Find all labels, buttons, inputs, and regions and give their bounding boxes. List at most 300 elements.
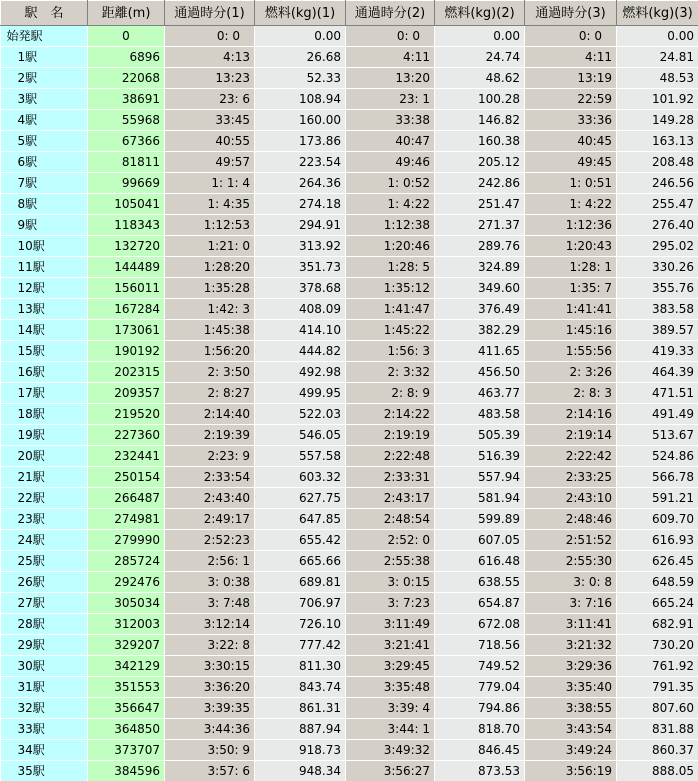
table-row[interactable]	[1, 719, 698, 740]
table-row[interactable]	[1, 425, 698, 446]
station-name-cell[interactable]	[1, 362, 88, 383]
fuel-2-cell[interactable]: 557.94	[435, 467, 525, 488]
fuel-3-cell[interactable]: 471.51	[617, 383, 698, 404]
time-2-cell[interactable]: 1: 4:22	[346, 194, 435, 215]
time-2-cell[interactable]: 1:20:46	[346, 236, 435, 257]
time-1-cell[interactable]: 2:49:17	[165, 509, 255, 530]
fuel-3-cell[interactable]: 513.67	[617, 425, 698, 446]
distance-cell[interactable]: 227360	[88, 425, 165, 446]
fuel-1-cell[interactable]: 414.10	[255, 320, 346, 341]
fuel-2-cell[interactable]: 846.45	[435, 740, 525, 761]
fuel-2-cell[interactable]: 456.50	[435, 362, 525, 383]
column-header-fuel-1[interactable]: 燃料(kg)(1)	[255, 1, 346, 26]
distance-cell[interactable]: 105041	[88, 194, 165, 215]
time-2-cell[interactable]: 3:11:49	[346, 614, 435, 635]
time-1-cell[interactable]: 2:52:23	[165, 530, 255, 551]
distance-cell[interactable]: 232441	[88, 446, 165, 467]
time-1-cell[interactable]: 1:35:28	[165, 278, 255, 299]
fuel-1-cell[interactable]: 665.66	[255, 551, 346, 572]
table-row[interactable]	[1, 446, 698, 467]
fuel-3-cell[interactable]: 276.40	[617, 215, 698, 236]
time-3-cell[interactable]: 2:14:16	[525, 404, 617, 425]
station-name-cell[interactable]	[1, 278, 88, 299]
table-row[interactable]	[1, 131, 698, 152]
fuel-2-cell[interactable]: 324.89	[435, 257, 525, 278]
fuel-1-cell[interactable]: 557.58	[255, 446, 346, 467]
fuel-3-cell[interactable]: 807.60	[617, 698, 698, 719]
time-2-cell[interactable]: 2:52: 0	[346, 530, 435, 551]
station-name-cell[interactable]	[1, 383, 88, 404]
fuel-3-cell[interactable]: 860.37	[617, 740, 698, 761]
time-2-cell[interactable]: 2:19:19	[346, 425, 435, 446]
fuel-3-cell[interactable]: 591.21	[617, 488, 698, 509]
fuel-2-cell[interactable]: 160.38	[435, 131, 525, 152]
time-3-cell[interactable]: 1:35: 7	[525, 278, 617, 299]
fuel-1-cell[interactable]: 843.74	[255, 677, 346, 698]
table-row[interactable]	[1, 740, 698, 761]
fuel-2-cell[interactable]: 516.39	[435, 446, 525, 467]
fuel-3-cell[interactable]: 419.33	[617, 341, 698, 362]
time-3-cell[interactable]: 2:22:42	[525, 446, 617, 467]
table-row[interactable]	[1, 593, 698, 614]
fuel-1-cell[interactable]: 351.73	[255, 257, 346, 278]
fuel-3-cell[interactable]: 383.58	[617, 299, 698, 320]
time-3-cell[interactable]: 3:35:40	[525, 677, 617, 698]
time-2-cell[interactable]: 3:56:27	[346, 761, 435, 781]
fuel-2-cell[interactable]: 289.76	[435, 236, 525, 257]
distance-cell[interactable]: 356647	[88, 698, 165, 719]
table-row[interactable]	[1, 110, 698, 131]
station-name-cell[interactable]	[1, 635, 88, 656]
fuel-1-cell[interactable]: 108.94	[255, 89, 346, 110]
fuel-1-cell[interactable]: 647.85	[255, 509, 346, 530]
fuel-1-cell[interactable]: 522.03	[255, 404, 346, 425]
table-row[interactable]	[1, 341, 698, 362]
time-2-cell[interactable]: 40:47	[346, 131, 435, 152]
time-2-cell[interactable]: 3:39: 4	[346, 698, 435, 719]
time-2-cell[interactable]: 2:14:22	[346, 404, 435, 425]
fuel-3-cell[interactable]: 255.47	[617, 194, 698, 215]
fuel-1-cell[interactable]: 546.05	[255, 425, 346, 446]
time-1-cell[interactable]: 2:43:40	[165, 488, 255, 509]
fuel-2-cell[interactable]: 607.05	[435, 530, 525, 551]
fuel-1-cell[interactable]: 492.98	[255, 362, 346, 383]
time-3-cell[interactable]: 0: 0	[525, 26, 617, 47]
fuel-1-cell[interactable]: 160.00	[255, 110, 346, 131]
distance-cell[interactable]: 118343	[88, 215, 165, 236]
station-name-cell[interactable]	[1, 341, 88, 362]
time-1-cell[interactable]: 1:42: 3	[165, 299, 255, 320]
distance-cell[interactable]: 219520	[88, 404, 165, 425]
time-1-cell[interactable]: 3:39:35	[165, 698, 255, 719]
fuel-3-cell[interactable]: 101.92	[617, 89, 698, 110]
time-3-cell[interactable]: 3: 0: 8	[525, 572, 617, 593]
column-header-fuel-3[interactable]: 燃料(kg)(3)	[617, 1, 698, 26]
fuel-1-cell[interactable]: 499.95	[255, 383, 346, 404]
column-header-time-3[interactable]: 通過時分(3)	[525, 1, 617, 26]
distance-cell[interactable]: 55968	[88, 110, 165, 131]
time-2-cell[interactable]: 3:49:32	[346, 740, 435, 761]
fuel-3-cell[interactable]: 791.35	[617, 677, 698, 698]
fuel-2-cell[interactable]: 672.08	[435, 614, 525, 635]
fuel-2-cell[interactable]: 205.12	[435, 152, 525, 173]
table-row[interactable]	[1, 173, 698, 194]
time-1-cell[interactable]: 1: 1: 4	[165, 173, 255, 194]
table-row[interactable]	[1, 467, 698, 488]
fuel-2-cell[interactable]: 100.28	[435, 89, 525, 110]
fuel-1-cell[interactable]: 811.30	[255, 656, 346, 677]
time-2-cell[interactable]: 49:46	[346, 152, 435, 173]
column-header-time-1[interactable]: 通過時分(1)	[165, 1, 255, 26]
time-2-cell[interactable]: 1:56: 3	[346, 341, 435, 362]
time-2-cell[interactable]: 0: 0	[346, 26, 435, 47]
time-2-cell[interactable]: 2: 3:32	[346, 362, 435, 383]
time-3-cell[interactable]: 49:45	[525, 152, 617, 173]
fuel-1-cell[interactable]: 689.81	[255, 572, 346, 593]
fuel-2-cell[interactable]: 654.87	[435, 593, 525, 614]
fuel-3-cell[interactable]: 208.48	[617, 152, 698, 173]
station-name-cell[interactable]	[1, 299, 88, 320]
column-header-distance[interactable]: 距離(m)	[88, 1, 165, 26]
station-name-cell[interactable]	[1, 572, 88, 593]
time-3-cell[interactable]: 1:55:56	[525, 341, 617, 362]
fuel-3-cell[interactable]: 389.57	[617, 320, 698, 341]
time-3-cell[interactable]: 3: 7:16	[525, 593, 617, 614]
fuel-1-cell[interactable]: 861.31	[255, 698, 346, 719]
fuel-3-cell[interactable]: 0.00	[617, 26, 698, 47]
fuel-2-cell[interactable]: 599.89	[435, 509, 525, 530]
fuel-3-cell[interactable]: 464.39	[617, 362, 698, 383]
fuel-3-cell[interactable]: 616.93	[617, 530, 698, 551]
distance-cell[interactable]: 373707	[88, 740, 165, 761]
station-name-cell[interactable]: 始発駅	[1, 26, 88, 47]
fuel-1-cell[interactable]: 173.86	[255, 131, 346, 152]
distance-cell[interactable]: 132720	[88, 236, 165, 257]
time-1-cell[interactable]: 2: 3:50	[165, 362, 255, 383]
time-2-cell[interactable]: 4:11	[346, 47, 435, 68]
fuel-2-cell[interactable]: 242.86	[435, 173, 525, 194]
table-row[interactable]	[1, 530, 698, 551]
fuel-2-cell[interactable]: 48.62	[435, 68, 525, 89]
time-2-cell[interactable]: 3:44: 1	[346, 719, 435, 740]
fuel-1-cell[interactable]: 918.73	[255, 740, 346, 761]
station-name-cell[interactable]	[1, 677, 88, 698]
fuel-2-cell[interactable]: 794.86	[435, 698, 525, 719]
station-name-cell[interactable]	[1, 173, 88, 194]
table-row[interactable]	[1, 320, 698, 341]
distance-cell[interactable]: 384596	[88, 761, 165, 781]
fuel-1-cell[interactable]: 223.54	[255, 152, 346, 173]
distance-cell[interactable]: 6896	[88, 47, 165, 68]
table-row[interactable]	[1, 152, 698, 173]
fuel-1-cell[interactable]: 887.94	[255, 719, 346, 740]
time-3-cell[interactable]: 2: 8: 3	[525, 383, 617, 404]
table-row[interactable]	[1, 26, 698, 47]
station-name-cell[interactable]	[1, 152, 88, 173]
station-name-cell[interactable]	[1, 425, 88, 446]
distance-cell[interactable]: 266487	[88, 488, 165, 509]
time-2-cell[interactable]: 2: 8: 9	[346, 383, 435, 404]
time-2-cell[interactable]: 1:12:38	[346, 215, 435, 236]
time-2-cell[interactable]: 2:22:48	[346, 446, 435, 467]
fuel-3-cell[interactable]: 355.76	[617, 278, 698, 299]
fuel-2-cell[interactable]: 146.82	[435, 110, 525, 131]
distance-cell[interactable]: 167284	[88, 299, 165, 320]
fuel-2-cell[interactable]: 24.74	[435, 47, 525, 68]
time-1-cell[interactable]: 3: 0:38	[165, 572, 255, 593]
fuel-2-cell[interactable]: 382.29	[435, 320, 525, 341]
time-3-cell[interactable]: 2:48:46	[525, 509, 617, 530]
fuel-3-cell[interactable]: 665.24	[617, 593, 698, 614]
time-1-cell[interactable]: 1:12:53	[165, 215, 255, 236]
distance-cell[interactable]: 274981	[88, 509, 165, 530]
station-name-cell[interactable]	[1, 614, 88, 635]
time-3-cell[interactable]: 3:11:41	[525, 614, 617, 635]
time-1-cell[interactable]: 2:23: 9	[165, 446, 255, 467]
time-1-cell[interactable]: 2:33:54	[165, 467, 255, 488]
table-row[interactable]	[1, 635, 698, 656]
fuel-1-cell[interactable]: 444.82	[255, 341, 346, 362]
time-3-cell[interactable]: 2:19:14	[525, 425, 617, 446]
time-2-cell[interactable]: 13:20	[346, 68, 435, 89]
table-row[interactable]	[1, 236, 698, 257]
distance-cell[interactable]: 292476	[88, 572, 165, 593]
time-3-cell[interactable]: 1: 4:22	[525, 194, 617, 215]
time-1-cell[interactable]: 3:30:15	[165, 656, 255, 677]
fuel-3-cell[interactable]: 491.49	[617, 404, 698, 425]
fuel-1-cell[interactable]: 603.32	[255, 467, 346, 488]
fuel-2-cell[interactable]: 873.53	[435, 761, 525, 781]
distance-cell[interactable]: 0	[88, 26, 165, 47]
distance-cell[interactable]: 144489	[88, 257, 165, 278]
distance-cell[interactable]: 250154	[88, 467, 165, 488]
fuel-1-cell[interactable]: 274.18	[255, 194, 346, 215]
fuel-1-cell[interactable]: 655.42	[255, 530, 346, 551]
time-1-cell[interactable]: 4:13	[165, 47, 255, 68]
time-2-cell[interactable]: 1:41:47	[346, 299, 435, 320]
fuel-1-cell[interactable]: 313.92	[255, 236, 346, 257]
station-name-cell[interactable]	[1, 698, 88, 719]
time-3-cell[interactable]: 3:21:32	[525, 635, 617, 656]
fuel-2-cell[interactable]: 411.65	[435, 341, 525, 362]
station-name-cell[interactable]	[1, 593, 88, 614]
time-3-cell[interactable]: 33:36	[525, 110, 617, 131]
column-header-station[interactable]: 駅 名	[1, 1, 88, 26]
time-3-cell[interactable]: 2: 3:26	[525, 362, 617, 383]
fuel-3-cell[interactable]: 648.59	[617, 572, 698, 593]
station-name-cell[interactable]	[1, 761, 88, 781]
distance-cell[interactable]: 67366	[88, 131, 165, 152]
table-row[interactable]	[1, 362, 698, 383]
time-1-cell[interactable]: 13:23	[165, 68, 255, 89]
fuel-2-cell[interactable]: 718.56	[435, 635, 525, 656]
station-name-cell[interactable]	[1, 446, 88, 467]
fuel-3-cell[interactable]: 48.53	[617, 68, 698, 89]
fuel-2-cell[interactable]: 749.52	[435, 656, 525, 677]
station-name-cell[interactable]	[1, 404, 88, 425]
time-3-cell[interactable]: 22:59	[525, 89, 617, 110]
time-1-cell[interactable]: 1: 4:35	[165, 194, 255, 215]
table-row[interactable]	[1, 677, 698, 698]
time-3-cell[interactable]: 1:45:16	[525, 320, 617, 341]
time-1-cell[interactable]: 2:19:39	[165, 425, 255, 446]
distance-cell[interactable]: 190192	[88, 341, 165, 362]
fuel-2-cell[interactable]: 463.77	[435, 383, 525, 404]
station-name-cell[interactable]	[1, 656, 88, 677]
fuel-3-cell[interactable]: 761.92	[617, 656, 698, 677]
fuel-3-cell[interactable]: 524.86	[617, 446, 698, 467]
fuel-3-cell[interactable]: 149.28	[617, 110, 698, 131]
distance-cell[interactable]: 156011	[88, 278, 165, 299]
station-name-cell[interactable]	[1, 488, 88, 509]
time-2-cell[interactable]: 1:45:22	[346, 320, 435, 341]
table-row[interactable]	[1, 551, 698, 572]
station-name-cell[interactable]	[1, 89, 88, 110]
fuel-2-cell[interactable]: 271.37	[435, 215, 525, 236]
station-name-cell[interactable]	[1, 194, 88, 215]
table-row[interactable]	[1, 488, 698, 509]
distance-cell[interactable]: 305034	[88, 593, 165, 614]
fuel-1-cell[interactable]: 408.09	[255, 299, 346, 320]
table-row[interactable]	[1, 509, 698, 530]
fuel-2-cell[interactable]: 505.39	[435, 425, 525, 446]
distance-cell[interactable]: 312003	[88, 614, 165, 635]
fuel-2-cell[interactable]: 483.58	[435, 404, 525, 425]
fuel-3-cell[interactable]: 330.26	[617, 257, 698, 278]
table-row[interactable]	[1, 278, 698, 299]
time-1-cell[interactable]: 2:14:40	[165, 404, 255, 425]
time-2-cell[interactable]: 23: 1	[346, 89, 435, 110]
fuel-3-cell[interactable]: 730.20	[617, 635, 698, 656]
distance-cell[interactable]: 209357	[88, 383, 165, 404]
fuel-2-cell[interactable]: 251.47	[435, 194, 525, 215]
fuel-1-cell[interactable]: 948.34	[255, 761, 346, 781]
station-name-cell[interactable]	[1, 551, 88, 572]
time-3-cell[interactable]: 3:49:24	[525, 740, 617, 761]
time-1-cell[interactable]: 3:57: 6	[165, 761, 255, 781]
time-1-cell[interactable]: 1:56:20	[165, 341, 255, 362]
time-2-cell[interactable]: 2:55:38	[346, 551, 435, 572]
time-1-cell[interactable]: 1:28:20	[165, 257, 255, 278]
fuel-2-cell[interactable]: 616.48	[435, 551, 525, 572]
fuel-3-cell[interactable]: 566.78	[617, 467, 698, 488]
fuel-3-cell[interactable]: 163.13	[617, 131, 698, 152]
distance-cell[interactable]: 99669	[88, 173, 165, 194]
station-name-cell[interactable]	[1, 131, 88, 152]
time-1-cell[interactable]: 3:50: 9	[165, 740, 255, 761]
time-2-cell[interactable]: 3:29:45	[346, 656, 435, 677]
time-1-cell[interactable]: 23: 6	[165, 89, 255, 110]
time-3-cell[interactable]: 1:20:43	[525, 236, 617, 257]
distance-cell[interactable]: 22068	[88, 68, 165, 89]
table-row[interactable]	[1, 572, 698, 593]
station-name-cell[interactable]	[1, 215, 88, 236]
fuel-1-cell[interactable]: 777.42	[255, 635, 346, 656]
time-1-cell[interactable]: 3: 7:48	[165, 593, 255, 614]
fuel-3-cell[interactable]: 24.81	[617, 47, 698, 68]
time-1-cell[interactable]: 3:12:14	[165, 614, 255, 635]
table-row[interactable]	[1, 614, 698, 635]
distance-cell[interactable]: 38691	[88, 89, 165, 110]
fuel-2-cell[interactable]: 0.00	[435, 26, 525, 47]
station-name-cell[interactable]	[1, 530, 88, 551]
time-3-cell[interactable]: 1: 0:51	[525, 173, 617, 194]
column-header-time-2[interactable]: 通過時分(2)	[346, 1, 435, 26]
table-row[interactable]	[1, 194, 698, 215]
station-name-cell[interactable]	[1, 719, 88, 740]
time-1-cell[interactable]: 2: 8:27	[165, 383, 255, 404]
fuel-1-cell[interactable]: 52.33	[255, 68, 346, 89]
fuel-1-cell[interactable]: 26.68	[255, 47, 346, 68]
distance-cell[interactable]: 202315	[88, 362, 165, 383]
time-2-cell[interactable]: 3:21:41	[346, 635, 435, 656]
fuel-2-cell[interactable]: 581.94	[435, 488, 525, 509]
time-1-cell[interactable]: 3:22: 8	[165, 635, 255, 656]
station-name-cell[interactable]	[1, 47, 88, 68]
time-3-cell[interactable]: 2:55:30	[525, 551, 617, 572]
time-2-cell[interactable]: 2:48:54	[346, 509, 435, 530]
fuel-1-cell[interactable]: 294.91	[255, 215, 346, 236]
time-3-cell[interactable]: 13:19	[525, 68, 617, 89]
time-1-cell[interactable]: 1:21: 0	[165, 236, 255, 257]
distance-cell[interactable]: 81811	[88, 152, 165, 173]
station-name-cell[interactable]	[1, 740, 88, 761]
time-3-cell[interactable]: 3:29:36	[525, 656, 617, 677]
fuel-2-cell[interactable]: 638.55	[435, 572, 525, 593]
time-2-cell[interactable]: 3: 7:23	[346, 593, 435, 614]
station-name-cell[interactable]	[1, 320, 88, 341]
time-1-cell[interactable]: 1:45:38	[165, 320, 255, 341]
time-1-cell[interactable]: 40:55	[165, 131, 255, 152]
time-1-cell[interactable]: 2:56: 1	[165, 551, 255, 572]
fuel-1-cell[interactable]: 264.36	[255, 173, 346, 194]
time-3-cell[interactable]: 3:56:19	[525, 761, 617, 781]
time-1-cell[interactable]: 3:36:20	[165, 677, 255, 698]
fuel-2-cell[interactable]: 818.70	[435, 719, 525, 740]
time-3-cell[interactable]: 2:33:25	[525, 467, 617, 488]
station-name-cell[interactable]	[1, 236, 88, 257]
time-2-cell[interactable]: 1:28: 5	[346, 257, 435, 278]
station-name-cell[interactable]	[1, 68, 88, 89]
time-3-cell[interactable]: 1:41:41	[525, 299, 617, 320]
fuel-2-cell[interactable]: 376.49	[435, 299, 525, 320]
station-name-cell[interactable]	[1, 257, 88, 278]
fuel-3-cell[interactable]: 609.70	[617, 509, 698, 530]
table-row[interactable]	[1, 47, 698, 68]
time-1-cell[interactable]: 33:45	[165, 110, 255, 131]
time-2-cell[interactable]: 1:35:12	[346, 278, 435, 299]
table-row[interactable]	[1, 698, 698, 719]
station-name-cell[interactable]	[1, 467, 88, 488]
column-header-fuel-2[interactable]: 燃料(kg)(2)	[435, 1, 525, 26]
distance-cell[interactable]: 279990	[88, 530, 165, 551]
fuel-1-cell[interactable]: 0.00	[255, 26, 346, 47]
table-row[interactable]	[1, 257, 698, 278]
time-3-cell[interactable]: 40:45	[525, 131, 617, 152]
distance-cell[interactable]: 351553	[88, 677, 165, 698]
fuel-3-cell[interactable]: 626.45	[617, 551, 698, 572]
station-name-cell[interactable]	[1, 509, 88, 530]
time-3-cell[interactable]: 3:38:55	[525, 698, 617, 719]
fuel-1-cell[interactable]: 726.10	[255, 614, 346, 635]
time-1-cell[interactable]: 0: 0	[165, 26, 255, 47]
table-row[interactable]	[1, 761, 698, 781]
table-row[interactable]	[1, 215, 698, 236]
time-2-cell[interactable]: 1: 0:52	[346, 173, 435, 194]
fuel-3-cell[interactable]: 888.05	[617, 761, 698, 781]
table-row[interactable]	[1, 68, 698, 89]
time-2-cell[interactable]: 3: 0:15	[346, 572, 435, 593]
